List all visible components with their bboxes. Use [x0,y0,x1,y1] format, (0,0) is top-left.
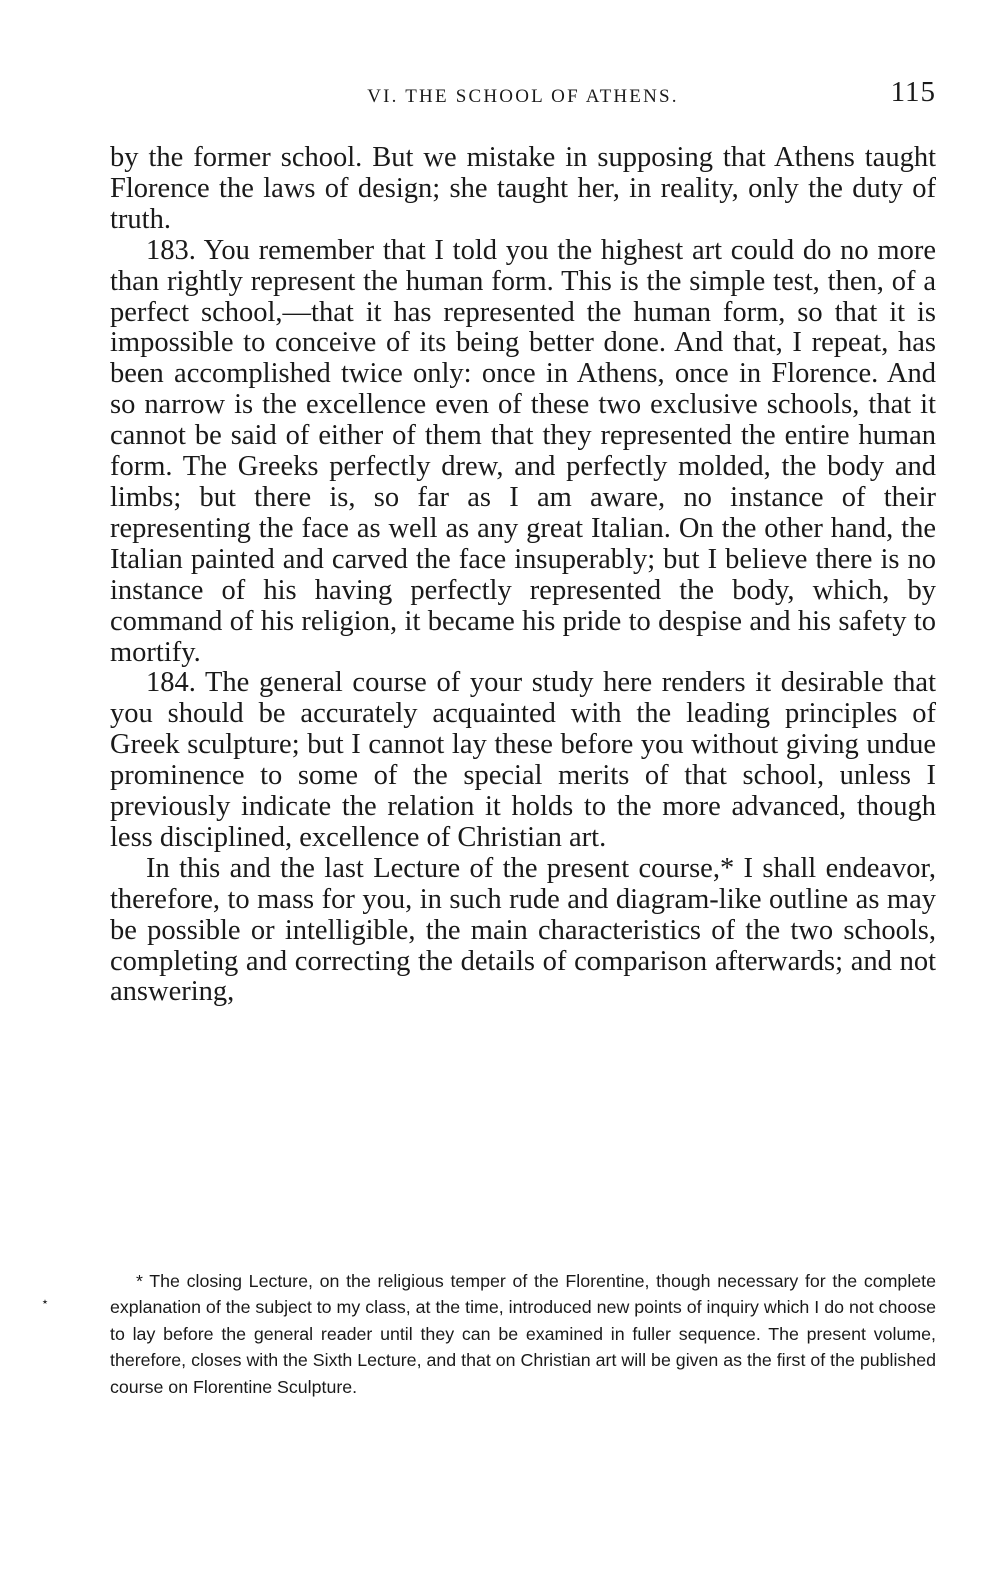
paragraph-continuation: by the former school. But we mistake in supposing that Athens taught Florence the laws of design; she taught her, in reality, only the duty of truth. [110,142,936,235]
footnote [110,1268,936,1400]
body-text [110,143,936,1008]
paragraph-lecture: In this and the last Lecture of the present course,* I shall endeavor, therefore, to mass for you, in such rude and diagram-like outline as may be possible or intelligible, the main characteristics of the two schools, completing and correcting the details of comparison afterwards; and not answering, [110,852,936,1008]
running-title: VI. THE SCHOOL OF ATHENS. [367,86,679,107]
paragraph-183: 183. You remember that I told you the highest art could do no more than rightly represent the human form. This is the simple test, then, of a perfect school,—that it has represented the human form, so that it is impossible to conceive of its being better done. And that, I repeat, has been accomplished twice only: once in Athens, once in Florence. And so narrow is the excellence even of these two exclusive schools, that it cannot be said of either of them that they represented the entire human form. The Greeks perfectly drew, and perfectly molded, the body and limbs; but there is, so far as I am aware, no instance of their representing the face as well as any great Italian. On the other hand, the Italian painted and carved the face insuperably; but I believe there is no instance of his having perfectly represented the body, which, by command of his religion, it became his pride to despise and his safety to mortify. [110,234,936,668]
paragraph-184: 184. The general course of your study here renders it desirable that you should be accurately acquainted with the leading principles of Greek sculpture; but I cannot lay these before you without giving undue prominence to some of the special merits of that school, unless I previously indicate the relation it holds to the more advanced, though less disciplined, excellence of Christian art. [110,667,936,853]
page-number: 115 [890,76,936,108]
footnote-text: * The closing Lecture, on the religious temper of the Florentine, though necessary for the complete explanation of the subject to my class, at the time, introduced new points of inquiry which I do not choose to lay before the general reader until they can be examined in fuller sequence. The present volume, therefore, closes with the Sixth Lecture, and that on Christian art will be given as the first of the published course on Florentine Sculpture. [110,1271,936,1397]
margin-mark: ٭ [42,1295,48,1308]
running-head [110,76,936,112]
